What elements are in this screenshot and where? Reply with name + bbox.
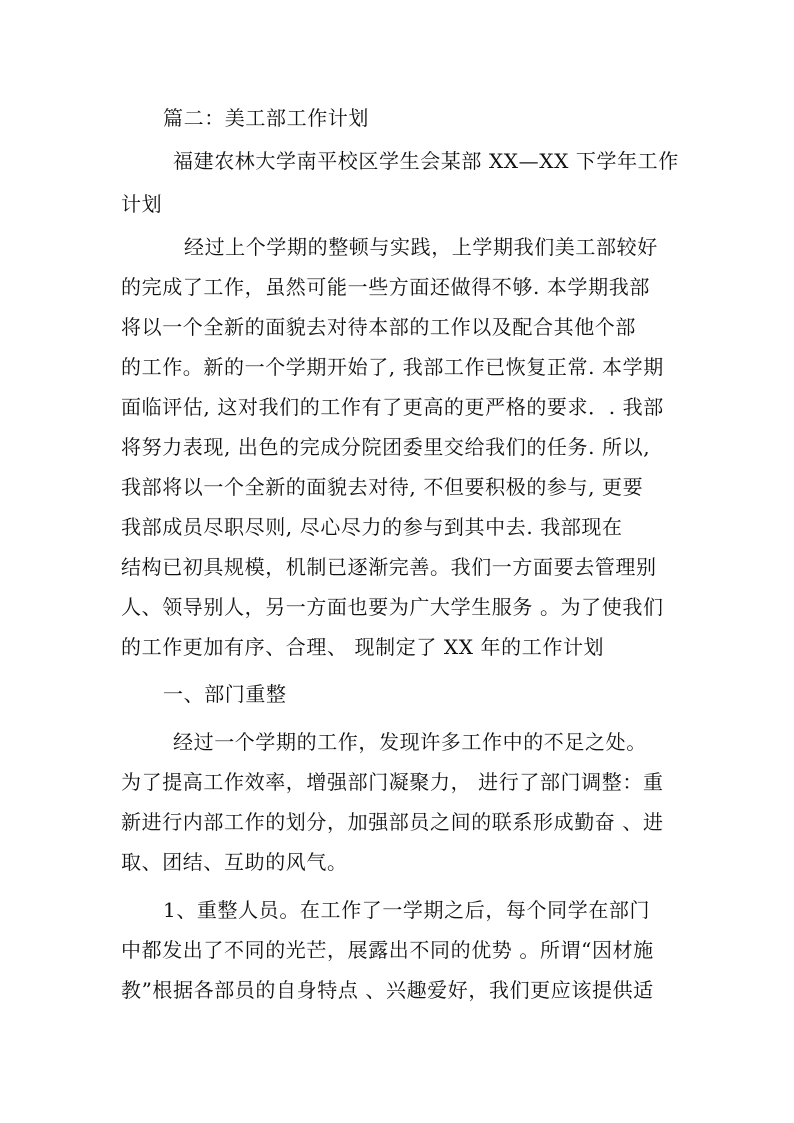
paragraph-line: 经过一个学期的工作，发现许多工作中的不足之处。 <box>173 730 647 754</box>
paragraph-line: 的工作更加有序、合理、 现制定了 XX 年的工作计划 <box>121 635 605 659</box>
paragraph-line: 为了提高工作效率，增强部门凝聚力， 进行了部门调整：重 <box>121 770 664 794</box>
paragraph-line: 面临评估, 这对我们的工作有了更高的更严格的要求．. 我部 <box>121 395 664 419</box>
plan-title-continued: 计划 <box>121 192 163 216</box>
paragraph-line: 我部将以一个全新的面貌去对待, 不但要积极的参与, 更要 <box>121 475 644 499</box>
paragraph-line: 1、重整人员。在工作了一学期之后，每个同学在部门 <box>163 898 651 922</box>
paragraph-line: 将努力表现, 出色的完成分院团委里交给我们的任务. 所以, <box>121 435 651 459</box>
section-heading: 一、部门重整 <box>163 682 287 706</box>
paragraph-line: 教”根据各部员的自身特点 、兴趣爱好，我们更应该提供适 <box>121 978 654 1002</box>
paragraph-line: 经过上个学期的整顿与实践，上学期我们美工部较好 <box>184 235 658 259</box>
paragraph-line: 人、领导别人，另一方面也要为广大学生服务 。为了使我们 <box>121 595 664 619</box>
paragraph-line: 取、团结、互助的风气。 <box>121 850 348 874</box>
plan-title: 福建农林大学南平校区学生会某部 XX—XX 下学年工作 <box>173 149 679 173</box>
paragraph-line: 新进行内部工作的划分，加强部员之间的联系形成勤奋 、进 <box>121 810 664 834</box>
paragraph-line: 我部成员尽职尽则, 尽心尽力的参与到其中去. 我部现在 <box>121 515 623 539</box>
paragraph-line: 将以一个全新的面貌去对待本部的工作以及配合其他个部 <box>121 315 636 339</box>
section-title: 篇二：美工部工作计划 <box>163 106 369 130</box>
paragraph-line: 的完成了工作，虽然可能一些方面还做得不够. 本学期我部 <box>121 275 650 299</box>
paragraph-line: 结构已初具规模，机制已逐渐完善。我们一方面要去管理别 <box>121 555 657 579</box>
paragraph-line: 中都发出了不同的光芒，展露出不同的优势 。所谓“因材施 <box>121 938 654 962</box>
paragraph-line: 的工作。新的一个学期开始了, 我部工作已恢复正常. 本学期 <box>121 355 664 379</box>
